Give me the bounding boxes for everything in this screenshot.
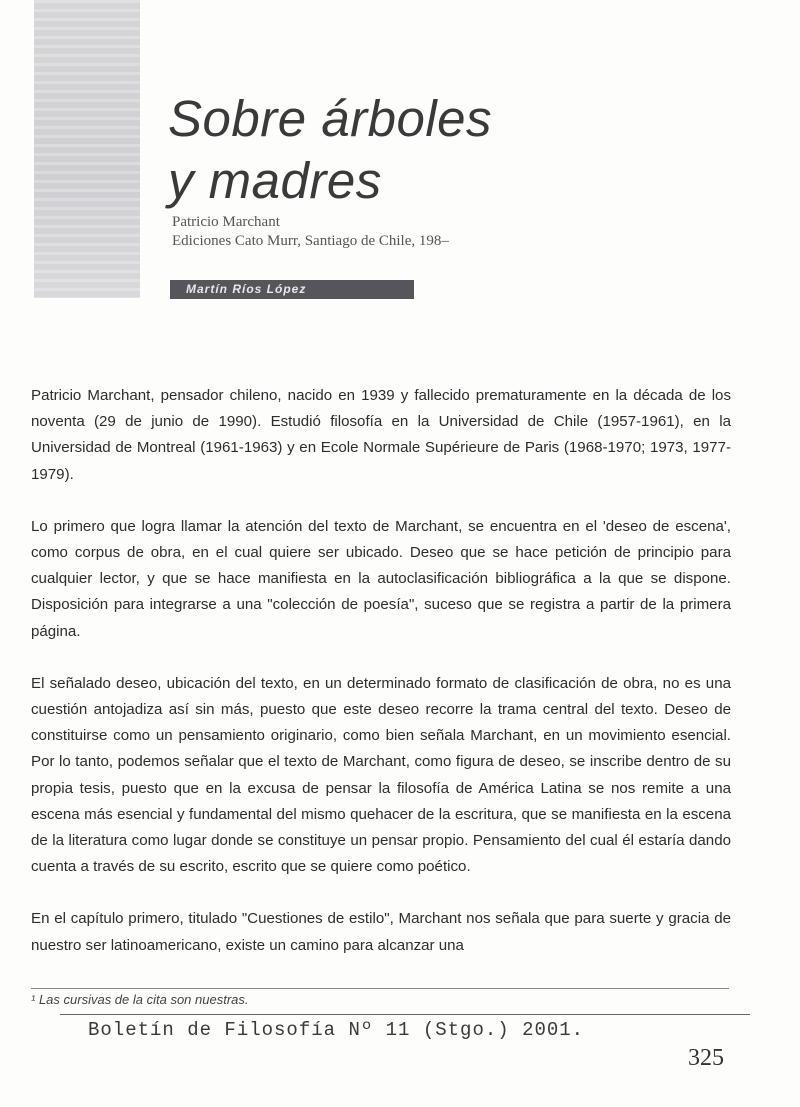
paragraph-4: En el capítulo primero, titulado "Cuestiones de estilo", Marchant nos señala que para suerte y gracia de nuestro ser latinoamericano, existe un camino para alcanzar una: [31, 910, 731, 954]
article-body: [31, 383, 731, 958]
reviewer-banner: Martín Ríos López: [170, 280, 414, 299]
book-publisher: Ediciones Cato Murr, Santiago de Chile, 198–: [172, 233, 449, 249]
footnote-divider: [31, 988, 729, 989]
decorative-side-strip: [34, 0, 140, 298]
title-line-2: y madres: [168, 152, 382, 209]
page-number: 325: [688, 1045, 724, 1071]
footnote: ¹ Las cursivas de la cita son nuestras.: [31, 992, 249, 1007]
paragraph-2: Lo primero que logra llamar la atención del texto de Marchant, se encuentra en el 'deseo de escena', como corpus de obra, en el cual quiere ser ubicado. Deseo que se hace petición de principio para cualquier lector, y que se hace manifiesta en la autoclasificación bibliográfica a la que se dispone. Disposición para integrarse a una "colección de poesía", suceso que se registra a partir de la primera página.: [31, 517, 731, 640]
paragraph-3: El señalado deseo, ubicación del texto, en un determinado formato de clasificación de obra, no es una cuestión antojadiza así sin más, puesto que este deseo recorre la trama central del texto. Deseo de constituirse como un pensamiento originario, como bien señala Marchant, en un movimiento esencial. Por lo tanto, podemos señalar que el texto de Marchant, como figura de deseo, se inscribe dentro de su propia tesis, puesto que en la excusa de pensar la filosofía de América Latina se nos remite a una escena más esencial y fundamental del mismo quehacer de la escritura, que se manifiesta en la escena de la literatura como lugar donde se constituye un pensar propio. Pensamiento del cual él estaría dando cuenta a través de su escrito, escrito que se quiere como poético.: [31, 674, 731, 876]
book-reference: [172, 213, 449, 251]
article-title: [168, 88, 492, 212]
title-line-1: Sobre árboles: [168, 90, 493, 147]
book-author: Patricio Marchant: [172, 214, 280, 230]
paragraph-1: Patricio Marchant, pensador chileno, nacido en 1939 y fallecido prematuramente en la década de los noventa (29 de junio de 1990). Estudió filosofía en la Universidad de Chile (1957-1961), en la Universidad de Montreal (1961-1963) y en Ecole Normale Supérieure de Paris (1968-1970; 1973, 1977-1979).: [31, 387, 731, 483]
bulletin-divider: [60, 1014, 750, 1015]
bulletin-reference: Boletín de Filosofía Nº 11 (Stgo.) 2001.: [88, 1019, 585, 1041]
